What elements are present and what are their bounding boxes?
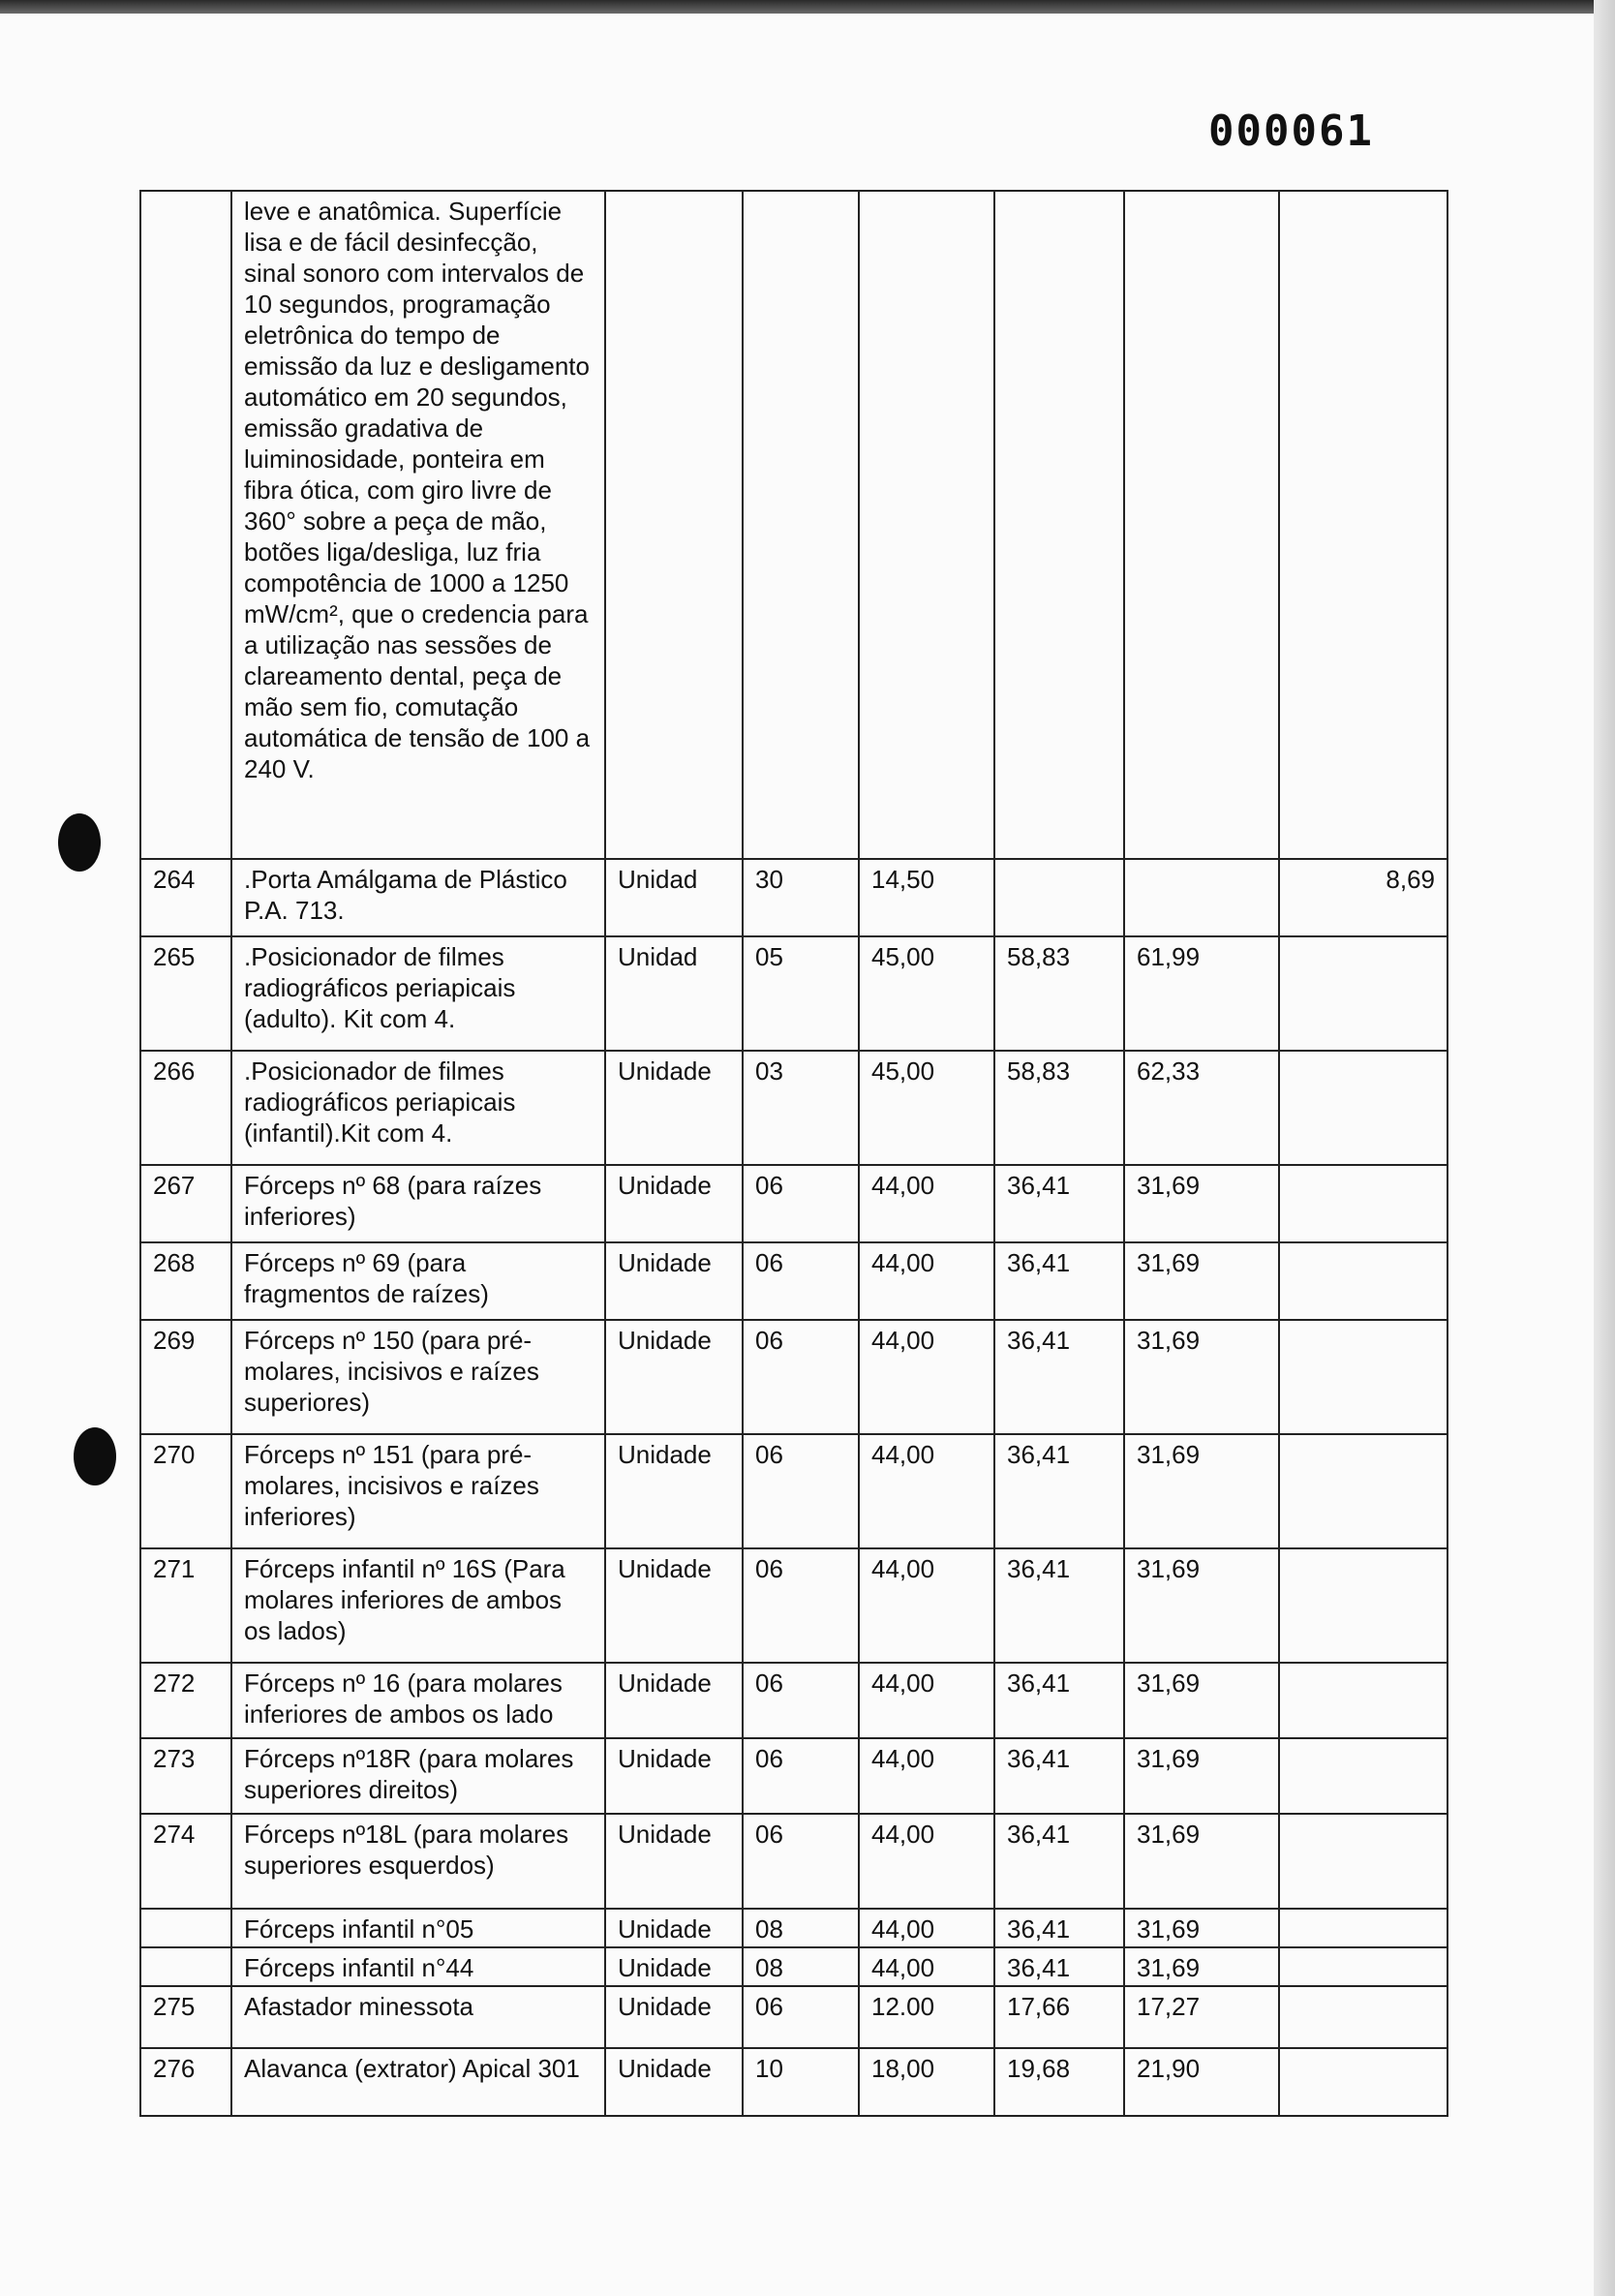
price-cell-3: [1124, 191, 1279, 859]
price-cell-1: 44,00: [859, 1663, 994, 1738]
unit-cell: Unidade: [605, 1947, 743, 1986]
punch-hole-lower: [74, 1427, 116, 1485]
price-cell-3: 31,69: [1124, 1814, 1279, 1909]
price-cell-4: [1279, 191, 1447, 859]
price-cell-3: 62,33: [1124, 1051, 1279, 1165]
punch-hole-upper: [58, 813, 101, 872]
price-cell-3: 31,69: [1124, 1548, 1279, 1663]
price-cell-4: [1279, 1814, 1447, 1909]
table-row: [140, 1242, 1447, 1320]
quantity-cell: [743, 191, 859, 859]
item-number-cell: 276: [140, 2048, 231, 2116]
unit-cell: Unidade: [605, 2048, 743, 2116]
item-number-cell: [140, 1909, 231, 1947]
item-description-cell: Afastador minessota: [231, 1986, 605, 2048]
unit-cell: Unidade: [605, 1738, 743, 1814]
item-description-cell: Fórceps nº18R (para molares superiores direitos): [231, 1738, 605, 1814]
price-cell-4: [1279, 1738, 1447, 1814]
page-number: 000061: [1208, 107, 1374, 156]
item-number-cell: 273: [140, 1738, 231, 1814]
quantity-cell: 10: [743, 2048, 859, 2116]
price-cell-2: 36,41: [994, 1909, 1124, 1947]
table-row: [140, 1165, 1447, 1242]
item-number-cell: 268: [140, 1242, 231, 1320]
price-cell-4: [1279, 1434, 1447, 1548]
table-row-continuation: [140, 191, 1447, 859]
item-number-cell: 267: [140, 1165, 231, 1242]
price-cell-1: 44,00: [859, 1947, 994, 1986]
table-row: [140, 1986, 1447, 2048]
item-description-cell: leve e anatômica. Superfície lisa e de fácil desinfecção, sinal sonoro com intervalos de 10 segundos, programação eletrônica do tempo de emissão da luz e desligamento automático em 20 segundos, emissão gradativa de luiminosidade, ponteira em fibra ótica, com giro livre de 360° sobre a peça de mão, botões liga/desliga, luz fria compotência de 1000 a 1250 mW/cm², que o credencia para a utilização nas sessões de clareamento dental, peça de mão sem fio, comutação automática de tensão de 100 a 240 V.: [231, 191, 605, 859]
price-cell-3: 17,27: [1124, 1986, 1279, 2048]
price-cell-2: 36,41: [994, 1814, 1124, 1909]
price-cell-3: [1124, 859, 1279, 936]
item-number-cell: 265: [140, 936, 231, 1051]
price-cell-2: 36,41: [994, 1434, 1124, 1548]
price-cell-4: 8,69: [1279, 859, 1447, 936]
price-cell-3: 61,99: [1124, 936, 1279, 1051]
quantity-cell: 06: [743, 1434, 859, 1548]
price-cell-2: 36,41: [994, 1320, 1124, 1434]
table-row: [140, 1738, 1447, 1814]
price-cell-1: 45,00: [859, 936, 994, 1051]
price-cell-2: 17,66: [994, 1986, 1124, 2048]
quantity-cell: 08: [743, 1909, 859, 1947]
table-row: [140, 1947, 1447, 1986]
price-cell-1: 18,00: [859, 2048, 994, 2116]
item-description-cell: Alavanca (extrator) Apical 301: [231, 2048, 605, 2116]
item-description-cell: Fórceps nº 16 (para molares inferiores de ambos os lado: [231, 1663, 605, 1738]
table-row: [140, 2048, 1447, 2116]
price-cell-1: 44,00: [859, 1165, 994, 1242]
item-number-cell: [140, 191, 231, 859]
quantity-cell: 06: [743, 1548, 859, 1663]
item-description-cell: .Posicionador de filmes radiográficos periapicais (infantil).Kit com 4.: [231, 1051, 605, 1165]
quantity-cell: 06: [743, 1986, 859, 2048]
quantity-cell: 06: [743, 1165, 859, 1242]
price-cell-4: [1279, 2048, 1447, 2116]
table-row: [140, 1814, 1447, 1909]
unit-cell: Unidade: [605, 1909, 743, 1947]
unit-cell: Unidade: [605, 1663, 743, 1738]
item-number-cell: 272: [140, 1663, 231, 1738]
item-number-cell: 274: [140, 1814, 231, 1909]
table-row: [140, 1548, 1447, 1663]
price-cell-2: 19,68: [994, 2048, 1124, 2116]
item-number-cell: 270: [140, 1434, 231, 1548]
price-cell-1: 12.00: [859, 1986, 994, 2048]
price-cell-4: [1279, 1986, 1447, 2048]
price-cell-3: 31,69: [1124, 1434, 1279, 1548]
scan-border-right: [1594, 0, 1615, 2296]
price-cell-3: 31,69: [1124, 1909, 1279, 1947]
price-cell-1: 44,00: [859, 1738, 994, 1814]
price-cell-4: [1279, 1320, 1447, 1434]
quantity-cell: 06: [743, 1320, 859, 1434]
item-description-cell: Fórceps nº 151 (para pré-molares, incisivos e raízes inferiores): [231, 1434, 605, 1548]
price-cell-1: 44,00: [859, 1434, 994, 1548]
price-cell-4: [1279, 1548, 1447, 1663]
table-row: [140, 936, 1447, 1051]
table-row: [140, 859, 1447, 936]
item-description-cell: Fórceps nº 69 (para fragmentos de raízes): [231, 1242, 605, 1320]
table-row: [140, 1663, 1447, 1738]
price-cell-2: 58,83: [994, 936, 1124, 1051]
item-description-cell: .Porta Amálgama de Plástico P.A. 713.: [231, 859, 605, 936]
item-description-cell: Fórceps nº 150 (para pré-molares, incisivos e raízes superiores): [231, 1320, 605, 1434]
price-cell-2: 36,41: [994, 1663, 1124, 1738]
price-cell-4: [1279, 1909, 1447, 1947]
price-cell-1: 45,00: [859, 1051, 994, 1165]
price-cell-3: 31,69: [1124, 1947, 1279, 1986]
unit-cell: Unidad: [605, 859, 743, 936]
price-cell-3: 31,69: [1124, 1165, 1279, 1242]
price-cell-1: 14,50: [859, 859, 994, 936]
item-number-cell: 271: [140, 1548, 231, 1663]
price-cell-2: [994, 859, 1124, 936]
item-number-cell: 264: [140, 859, 231, 936]
item-description-cell: Fórceps nº18L (para molares superiores esquerdos): [231, 1814, 605, 1909]
quantity-cell: 03: [743, 1051, 859, 1165]
price-cell-4: [1279, 936, 1447, 1051]
unit-cell: Unidad: [605, 936, 743, 1051]
price-cell-2: 36,41: [994, 1165, 1124, 1242]
price-cell-2: [994, 191, 1124, 859]
price-cell-4: [1279, 1663, 1447, 1738]
price-cell-2: 36,41: [994, 1738, 1124, 1814]
price-cell-4: [1279, 1947, 1447, 1986]
price-cell-3: 21,90: [1124, 2048, 1279, 2116]
price-cell-1: [859, 191, 994, 859]
price-cell-1: 44,00: [859, 1242, 994, 1320]
item-description-cell: .Posicionador de filmes radiográficos periapicais (adulto). Kit com 4.: [231, 936, 605, 1051]
unit-cell: Unidade: [605, 1986, 743, 2048]
quantity-cell: 06: [743, 1738, 859, 1814]
price-cell-2: 36,41: [994, 1242, 1124, 1320]
price-cell-3: 31,69: [1124, 1242, 1279, 1320]
item-description-cell: Fórceps infantil nº 16S (Para molares inferiores de ambos os lados): [231, 1548, 605, 1663]
price-quotation-table: [139, 190, 1448, 2117]
price-cell-2: 36,41: [994, 1947, 1124, 1986]
unit-cell: Unidade: [605, 1242, 743, 1320]
price-cell-3: 31,69: [1124, 1738, 1279, 1814]
price-cell-2: 36,41: [994, 1548, 1124, 1663]
unit-cell: Unidade: [605, 1434, 743, 1548]
item-number-cell: 266: [140, 1051, 231, 1165]
quantity-cell: 30: [743, 859, 859, 936]
item-number-cell: 275: [140, 1986, 231, 2048]
item-description-cell: Fórceps infantil n°44: [231, 1947, 605, 1986]
item-number-cell: 269: [140, 1320, 231, 1434]
quantity-cell: 06: [743, 1242, 859, 1320]
price-cell-1: 44,00: [859, 1548, 994, 1663]
price-cell-4: [1279, 1242, 1447, 1320]
item-number-cell: [140, 1947, 231, 1986]
quantity-cell: 05: [743, 936, 859, 1051]
item-description-cell: Fórceps infantil n°05: [231, 1909, 605, 1947]
quantity-cell: 08: [743, 1947, 859, 1986]
quantity-cell: 06: [743, 1814, 859, 1909]
table-row: [140, 1909, 1447, 1947]
table-row: [140, 1434, 1447, 1548]
unit-cell: Unidade: [605, 1814, 743, 1909]
unit-cell: [605, 191, 743, 859]
scan-border-top: [0, 0, 1615, 14]
price-cell-1: 44,00: [859, 1814, 994, 1909]
table-row: [140, 1320, 1447, 1434]
price-cell-1: 44,00: [859, 1320, 994, 1434]
price-cell-3: 31,69: [1124, 1663, 1279, 1738]
price-cell-3: 31,69: [1124, 1320, 1279, 1434]
price-cell-1: 44,00: [859, 1909, 994, 1947]
price-cell-4: [1279, 1165, 1447, 1242]
table-row: [140, 1051, 1447, 1165]
unit-cell: Unidade: [605, 1320, 743, 1434]
unit-cell: Unidade: [605, 1548, 743, 1663]
quantity-cell: 06: [743, 1663, 859, 1738]
price-cell-2: 58,83: [994, 1051, 1124, 1165]
price-cell-4: [1279, 1051, 1447, 1165]
unit-cell: Unidade: [605, 1165, 743, 1242]
item-description-cell: Fórceps nº 68 (para raízes inferiores): [231, 1165, 605, 1242]
unit-cell: Unidade: [605, 1051, 743, 1165]
